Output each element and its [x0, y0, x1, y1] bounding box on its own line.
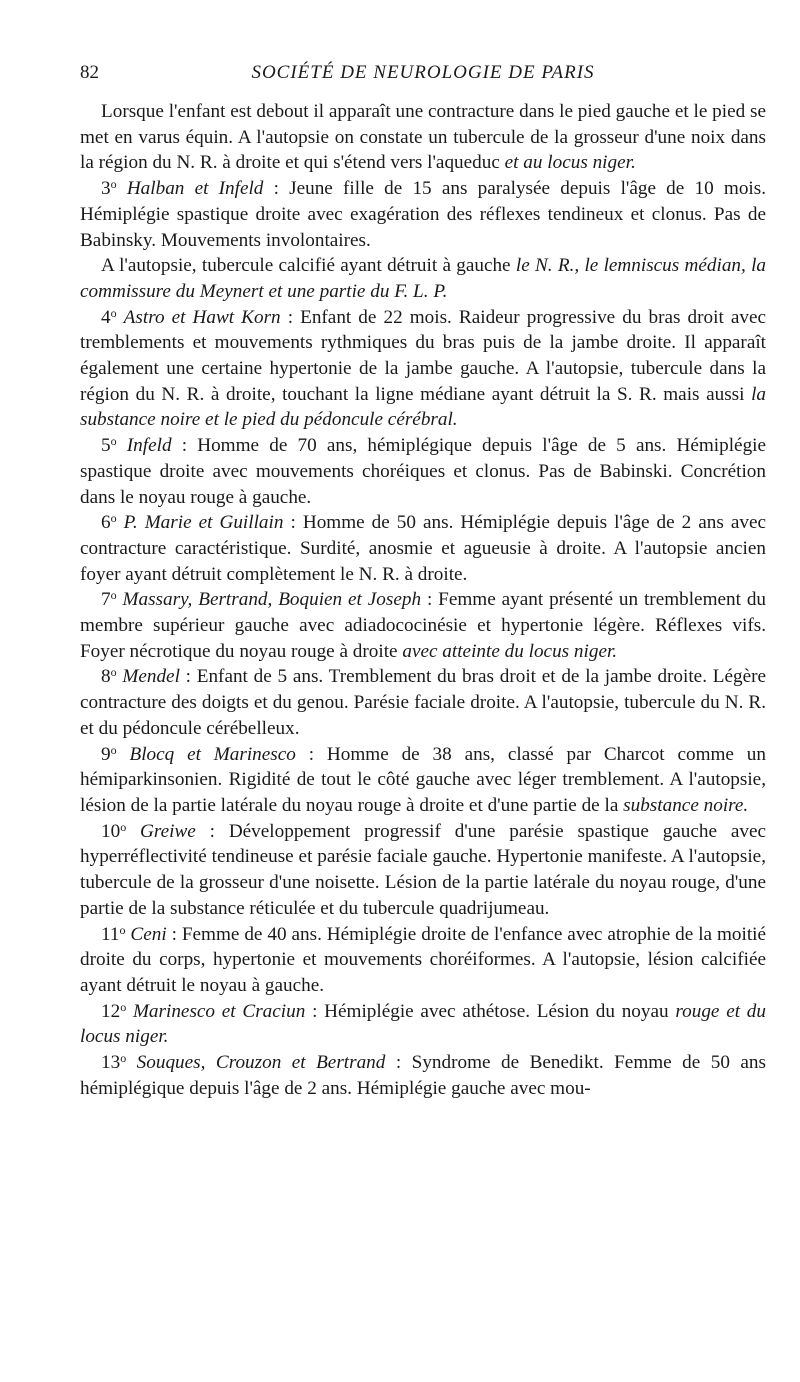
paragraph [80, 253, 766, 304]
case-number: 13 [101, 1052, 121, 1074]
case-paragraph [80, 922, 766, 999]
case-authors: Massary, Bertrand, Boquien et Joseph [122, 589, 422, 611]
paragraph-text: : Développement progressif d'une parésie spastique gauche avec hyperréflectivité tendineuse et parésie faciale gauche. Hypertonie manifeste. A l'autopsie, tubercule de la grosseur d'une noisette. Lésion de la partie latérale du noyau rouge, d'une partie de la substance réticulée et du tubercule quadrijumeau. [80, 820, 766, 919]
case-paragraph [80, 305, 766, 434]
paragraph [80, 99, 766, 176]
paragraph-text: : Syndrome de Benedikt. Femme de 50 ans hémiplégique depuis l'âge de 2 ans. Hémiplégie gauche avec mou- [80, 1052, 766, 1099]
running-title: SOCIÉTÉ DE NEUROLOGIE DE PARIS [251, 62, 595, 83]
case-number: 7 [101, 589, 111, 611]
ordinal-sup: o [110, 305, 117, 320]
case-authors: Blocq et Marinesco [129, 743, 296, 765]
case-number: 8 [101, 666, 111, 688]
paragraph-text: : Enfant de 22 mois. Raideur progressive du bras droit avec tremblements et mouvements rythmiques du bras puis de la jambe droite. Il apparaît également une certaine hypertonie de la jambe gauche. A l'autopsie, tubercule dans la région du N. R. à droite, touchant la ligne médiane ayant détruit la S. R. mais aussi [80, 306, 766, 405]
ordinal-sup: o [110, 665, 117, 680]
ordinal-sup: o [120, 1051, 127, 1066]
case-paragraph [80, 819, 766, 922]
case-paragraph [80, 510, 766, 587]
case-number: 10 [101, 820, 121, 842]
case-paragraph [80, 742, 766, 819]
case-authors: Infeld [126, 435, 172, 457]
case-number: 6 [101, 512, 111, 534]
paragraph-italic: la substance noire et le pied du pédoncule cérébral. [80, 383, 766, 431]
ordinal-sup: o [110, 588, 117, 603]
case-paragraph [80, 664, 766, 741]
paragraph-text: : Homme de 50 ans. Hémiplégie depuis l'âge de 2 ans avec contracture caractéristique. Surdité, anosmie et agueusie à droite. A l'autopsie ancien foyer ayant détruit complètement le N. R. à droite. [80, 512, 767, 585]
page-header [80, 62, 766, 88]
paragraph-text: : Femme ayant présenté un tremblement du membre supérieur gauche avec adiadococinésie et hypertonie légère. Réflexes vifs. Foyer nécrotique du noyau rouge à droite [80, 589, 767, 662]
paragraph-text: : Hémiplégie avec athétose. Lésion du noyau [305, 1000, 669, 1022]
paragraph-text: : Enfant de 5 ans. Tremblement du bras droit et de la jambe droite. Légère contracture des doigts et du genou. Parésie faciale droite. A l'autopsie, tubercule du N. R. et du pédoncule cérébelleux. [80, 666, 767, 739]
ordinal-sup: o [110, 511, 117, 526]
case-paragraph [80, 176, 766, 253]
paragraph-italic: le N. R., le lemniscus médian, la commissure du Meynert et une partie du F. L. P. [80, 255, 767, 302]
case-authors: Ceni [130, 923, 167, 945]
page-number: 82 [80, 62, 99, 83]
paragraph-italic: et au locus niger. [504, 152, 636, 174]
ordinal-sup: o [120, 999, 127, 1014]
paragraph-text: : Femme de 40 ans. Hémiplégie droite de l'enfance avec atrophie de la moitié droite du corps, hypertonie et mouvements choréiformes. A l'autopsie, lésion calcifiée ayant détruit le noyau à gauche. [80, 923, 767, 996]
paragraph-text: : Homme de 70 ans, hémiplégique depuis l'âge de 5 ans. Hémiplégie spastique droite avec mouvements choréiques et clonus. Pas de Babinski. Concrétion dans le noyau rouge à gauche. [80, 435, 767, 508]
ordinal-sup: o [120, 819, 127, 834]
ordinal-sup: o [110, 742, 117, 757]
case-authors: Greiwe [140, 820, 196, 842]
case-number: 4 [101, 306, 111, 328]
case-authors: Mendel [122, 666, 180, 688]
ordinal-sup: o [110, 177, 117, 192]
case-number: 9 [101, 743, 111, 765]
paragraph-text: : Jeune fille de 15 ans paralysée depuis l'âge de 10 mois. Hémiplégie spastique droite avec exagération des réflexes tendineux et clonus. Pas de Babinsky. Mouvements involontaires. [80, 178, 767, 251]
case-authors: Halban et Infeld [126, 178, 264, 200]
case-number: 5 [101, 435, 111, 457]
case-authors: P. Marie et Guillain [123, 512, 284, 534]
case-number: 12 [101, 1000, 121, 1022]
paragraph-italic: substance noire. [623, 794, 749, 816]
ordinal-sup: o [119, 922, 126, 937]
case-authors: Souques, Crouzon et Bertrand [136, 1052, 386, 1074]
paragraph-text: A l'autopsie, tubercule calcifié ayant détruit à gauche [101, 255, 511, 277]
case-number: 3 [101, 178, 111, 200]
case-number: 11 [101, 923, 120, 945]
case-paragraph [80, 433, 766, 510]
ordinal-sup: o [110, 434, 117, 449]
paragraph-text: : Homme de 38 ans, classé par Charcot comme un hémiparkinsonien. Rigidité de tout le côté gauche avec léger tremblement. A l'autopsie, lésion de la partie latérale du noyau rouge à droite et d'une partie de la [80, 743, 766, 816]
paragraph-text: Lorsque l'enfant est debout il apparaît une contracture dans le pied gauche et le pied se met en varus équin. A l'autopsie on constate un tubercule de la grosseur d'une noix dans la région du N. R. à droite et qui s'étend vers l'aqueduc [80, 101, 766, 174]
case-paragraph [80, 1050, 766, 1101]
case-paragraph [80, 999, 766, 1050]
paragraph-italic: avec atteinte du locus niger. [402, 640, 618, 662]
body-text [80, 99, 766, 1101]
paragraph-italic: rouge et du locus niger. [80, 1000, 766, 1048]
case-authors: Astro et Hawt Korn [123, 306, 281, 328]
case-authors: Marinesco et Craciun [132, 1000, 306, 1022]
case-paragraph [80, 587, 766, 664]
